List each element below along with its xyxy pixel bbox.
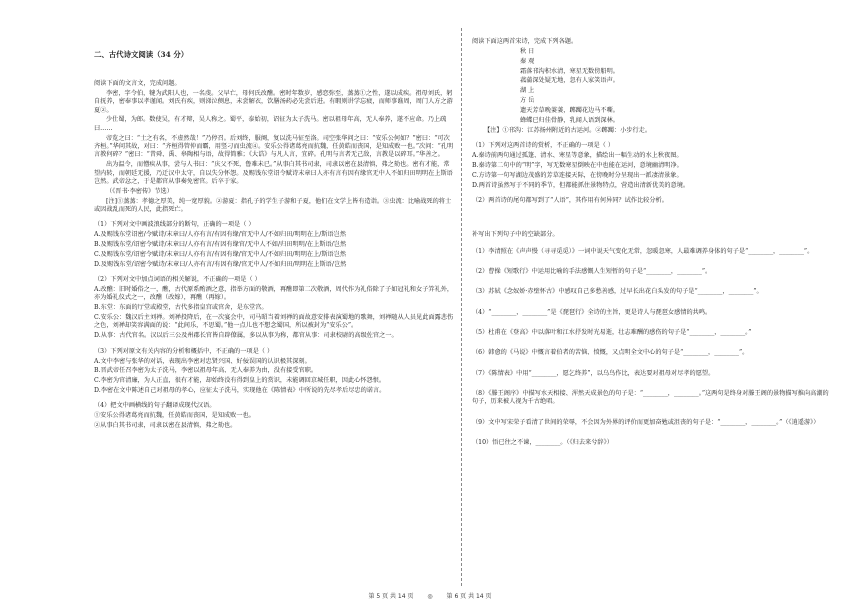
option-c: C.安乐公：魏汉后主刘禅。刘禅投降后，在一次宴会中，司马昭当着刘禅的面故意安排表演蜀地的歌舞，刘禅随从人员见此面露悲伤之色，刘禅却笑容满面的说：“此间乐，不思蜀。”他一点儿也不想念蜀国，所以被封为“安乐公”。 [94, 314, 454, 330]
passage-paragraph: 少仕蜀，为郎。数使吴，有才辩，吴人称之。蜀平，泰始初，诏征为太子洗马。密以祖母年高，无人奉养，遂不应命。乃上疏曰…… [94, 116, 447, 132]
section-title: 二、古代诗文阅读（34 分） [94, 50, 189, 59]
poem-question-2: （2）两首诗的尾句都写到了“人语”，其作用有何异同？试作比较分析。 [472, 196, 668, 204]
option-b: B.秦诗第二句中的“明”字，写无数寒星倒映在中也能在运河，意境幽清明净。 [472, 161, 683, 169]
option-d: D.及赐饯东堂/诏密令赋诗/末章曰/人亦有言/有因有缘/官无中人/不如归田/明明在上斯语/岂然 [94, 260, 347, 268]
option-c: C.方诗第一句写湖边茂盛的芳草连接天际，在傍晚时分呈现出一派凄清景象。 [472, 171, 683, 179]
passage-intro: 阅读下面的文言文，完成问题。 [94, 79, 181, 87]
option-b: B.晋武帝任召李密为太子洗马，李密以祖母年高、无人奉养为由，没有接受官职。 [94, 367, 318, 375]
option-a: A.文中李密与张华的对话，表现出李密对忠贤兴国、好佞误国的认识极其深刻。 [94, 357, 311, 365]
poem-question-1 [472, 142, 830, 190]
fill-header: 补写出下列句子中的空缺部分。 [472, 231, 559, 239]
question-3 [94, 348, 454, 396]
fill-item: （4）“________，________”是《琵琶行》全诗的主旨，更是诗人与琵琶女感情的共鸣。 [472, 308, 712, 316]
footer-separator: ◎ [427, 593, 433, 600]
translate-item: ①安乐公得诸葛亮而抗魏，任黄皓而丧国，是知成败一也。 [94, 412, 255, 420]
option-d: D.两首诗虽然写于不同的季节，但都能抓住景物特点，营造出清新优美的意境。 [472, 181, 690, 189]
option-c: C.李密为官清廉，为人正直，很有才能，却始终没有得到皇上的赏识，未能调回京城任职，因此心怀怨恨。 [94, 377, 386, 385]
option-b: B.及赐饯东堂/诏密令赋诗/末章曰/人亦有言/有因有缘官/无中人不如/归田明明/在上斯语/岂然 [94, 241, 347, 249]
question-2 [94, 276, 454, 341]
fill-item: （7）《陈情表》中用“________，愿乞终养”，以乌鸟作比，表达要对祖母对尽孝的愿望。 [472, 369, 715, 377]
page-number-right: 第 6 页 共 14 页 [446, 593, 492, 600]
fill-item: （3）苏轼《念奴娇·赤壁怀古》中感叹自己多愁善感，过早长出花白头发的句子是“________，________”。 [472, 288, 763, 296]
passage-paragraph: 李密，字令伯，犍为武阳人也，一名虔。父早亡，母何氏改醮。密时年数岁，感恋弥至，蒸蒸①之性，遂以成疾。祖母刘氏，躬自抚养，密奉事以孝谨闻。刘氏有疾，则涕泣侧息，未尝解衣，饮膳汤药必先尝后进。有暇则讲学忘疲，而师事谯周，周门人方之游夏②。 [94, 89, 453, 114]
fill-item: （9）文中写宋荣子看清了世间的荣辱，不会因为外界的评价而更加奋勉或沮丧的句子是：“________，________。”（《逍遥游》） [472, 418, 820, 426]
question-1 [94, 221, 454, 269]
poem-title: 秋 日 [520, 47, 535, 55]
option-a: A.秦诗前两句通过孤篷、清水、寒星等意象，描绘出一幅生动的水上秋夜图。 [472, 151, 683, 159]
page-number-left: 第 5 页 共 14 页 [368, 593, 414, 600]
poem-author: 秦 观 [520, 57, 535, 65]
passage-source: （《晋书·李密传》节选） [106, 187, 173, 195]
passage-note: [注]①蒸蒸：孝德之厚美，纯一宽厚貌。②游夏：指孔子的学生子游和子夏，他们在文学上皆有造诣。③虫流：比喻战死的将士或因战乱而死的人民，此指死亡。 [94, 197, 452, 214]
fill-item: （10）悟已往之不谏，________。（《归去来兮辞》） [472, 439, 613, 447]
question-stem: （2）下列对文中加点词语的相关解说，不正确的一项是（ ） [94, 276, 261, 284]
page-divider [461, 28, 462, 586]
question-stem: （1）下列对这两首诗的赏析，不正确的一项是（ ） [472, 142, 615, 150]
poem-line: 蜂蝶已归佳骨静，乳闻人语到深林。 [520, 116, 619, 124]
poem-intro: 阅读下面这两首宋诗，完成下列各题。 [472, 38, 578, 45]
question-stem: （3）下列对原文有关内容的分析和概括中，不正确的一项是（ ） [94, 347, 274, 355]
poem-line: 霜落邗沟积水清，寒星无数傍船明。 [520, 67, 619, 75]
fill-item: （1）李清照在《声声慢（寻寻觅觅）》一词中说天气变化无常，忽暖忽寒，人最难调养身体的句子是“________，________”。 [472, 247, 814, 255]
poem-2 [520, 87, 830, 125]
fill-item: （6）韩愈的《马说》中慨言着伯者的苦恼、愤慨，又点明全文中心的句子是“________，________”。 [472, 349, 749, 357]
page-footer [0, 591, 860, 600]
left-page [94, 0, 454, 586]
question-4 [94, 402, 454, 430]
option-d: D.李密在文中陈述自己对祖母的孝心，应征太子洗马，实现他在《陈情表》中所说的先尽孝后尽忠的诺言。 [94, 387, 386, 395]
option-c: C.及赐饯东堂/诏密令赋诗/末章曰/人亦有言/有因有缘/官无中人/不如归田/明明在上/斯语岂然 [94, 250, 347, 258]
poem-note: 【注】①邗沟：江苏扬州附近的古运河。②踯躅：小步行走。 [484, 126, 652, 134]
option-a: A.改醮：旧时婚俗之一，醮，古代原系酌酒之意，指举方面的敬酒，再醮即第二次敬酒，周代作为礼俗除了子如冠礼和女子笄礼外，亦为婚礼仪式之一，改醮（改嫁），再醮（再嫁）。 [94, 286, 454, 302]
option-d: D.从事：古代官名。汉以后三公及州郡长官皆自辟僚属，多以从事为称，都官从事：司隶校尉的高级佐官之一。 [94, 332, 398, 340]
passage-paragraph: 帝览之曰：“士之有名，不虚然哉！”乃停召。后刘终，服阕，复以洗马征至洛。司空张华问之曰：“安乐公何如？”密曰：“可次齐桓。”华问其故，对曰：“齐桓得管仲而霸，用竖刁而虫流④。安乐公得诸葛亮而抗魏，任黄皓而丧国，是知成败一也。”次问：“孔明言教何碎？”密曰：“昔舜、禹、皋陶相与语，故得简雅；《大诰》与凡人言，宜碎。孔明与言者无己敌，言教是以碎耳。”华善之。 [94, 134, 454, 159]
poem-1 [520, 48, 830, 86]
translate-item: ②从事白其书司隶，司隶以密在县清慎，弗之劾也。 [94, 422, 237, 430]
right-page [472, 0, 830, 586]
fill-item: （8）《滕王阁序》中描写水天相接、浑然天成景色的句子是：“________，________。”这两句是终身对滕王阁的景物描写推向高潮的句子，历来被人视为千古绝唱。 [472, 390, 829, 406]
poem-line: 遗天芳草晚萋萋，踯躅花边马不嘶。 [520, 107, 619, 115]
passage-paragraph: 出为温令，而憎疾从事，尝与人书曰：“庆父不死，鲁难未已。”从事白其书司隶，司隶以密在县清慎，弗之劾也。密有才能，常望内转，而朝廷无援，乃迁汉中太守，自以失分怀怨。及赐饯东堂诏令赋诗末章曰人亦有言有因有缘官无中人不如归田明明在上斯语岂然。武帝忿之，于是都官从事奏免密官。后卒于家。 [94, 161, 453, 185]
fill-item: （5）杜甫在《登高》中以落叶和江水抒发时光易逝，壮志难酬的感伤的句子是“________，________。” [472, 329, 752, 337]
option-b: B.东堂：东面的厅堂或殿堂，古代多指皇宫或官舍，是东堂宫。 [94, 304, 268, 312]
poem-title: 湖 上 [520, 87, 535, 95]
question-stem: （1）下列对文中画波浪线部分的断句，正确的一项是（ ） [94, 221, 255, 229]
option-a: A.及赐饯东堂诏密/令赋诗/末章曰/人亦有言/有因有缘/官无中人/不如归田/明明在上/斯语岂然 [94, 231, 347, 239]
fill-item: （2）曹操《短歌行》中运用比喻的手法感慨人生短暂的句子是“________，________”。 [472, 267, 712, 275]
question-stem: （4）把文中画横线的句子翻译成现代汉语。 [94, 402, 216, 410]
poem-author: 方 岳 [520, 97, 535, 105]
poem-line: 菰蒲深处疑无地，忽有人家笑语声。 [520, 77, 619, 85]
